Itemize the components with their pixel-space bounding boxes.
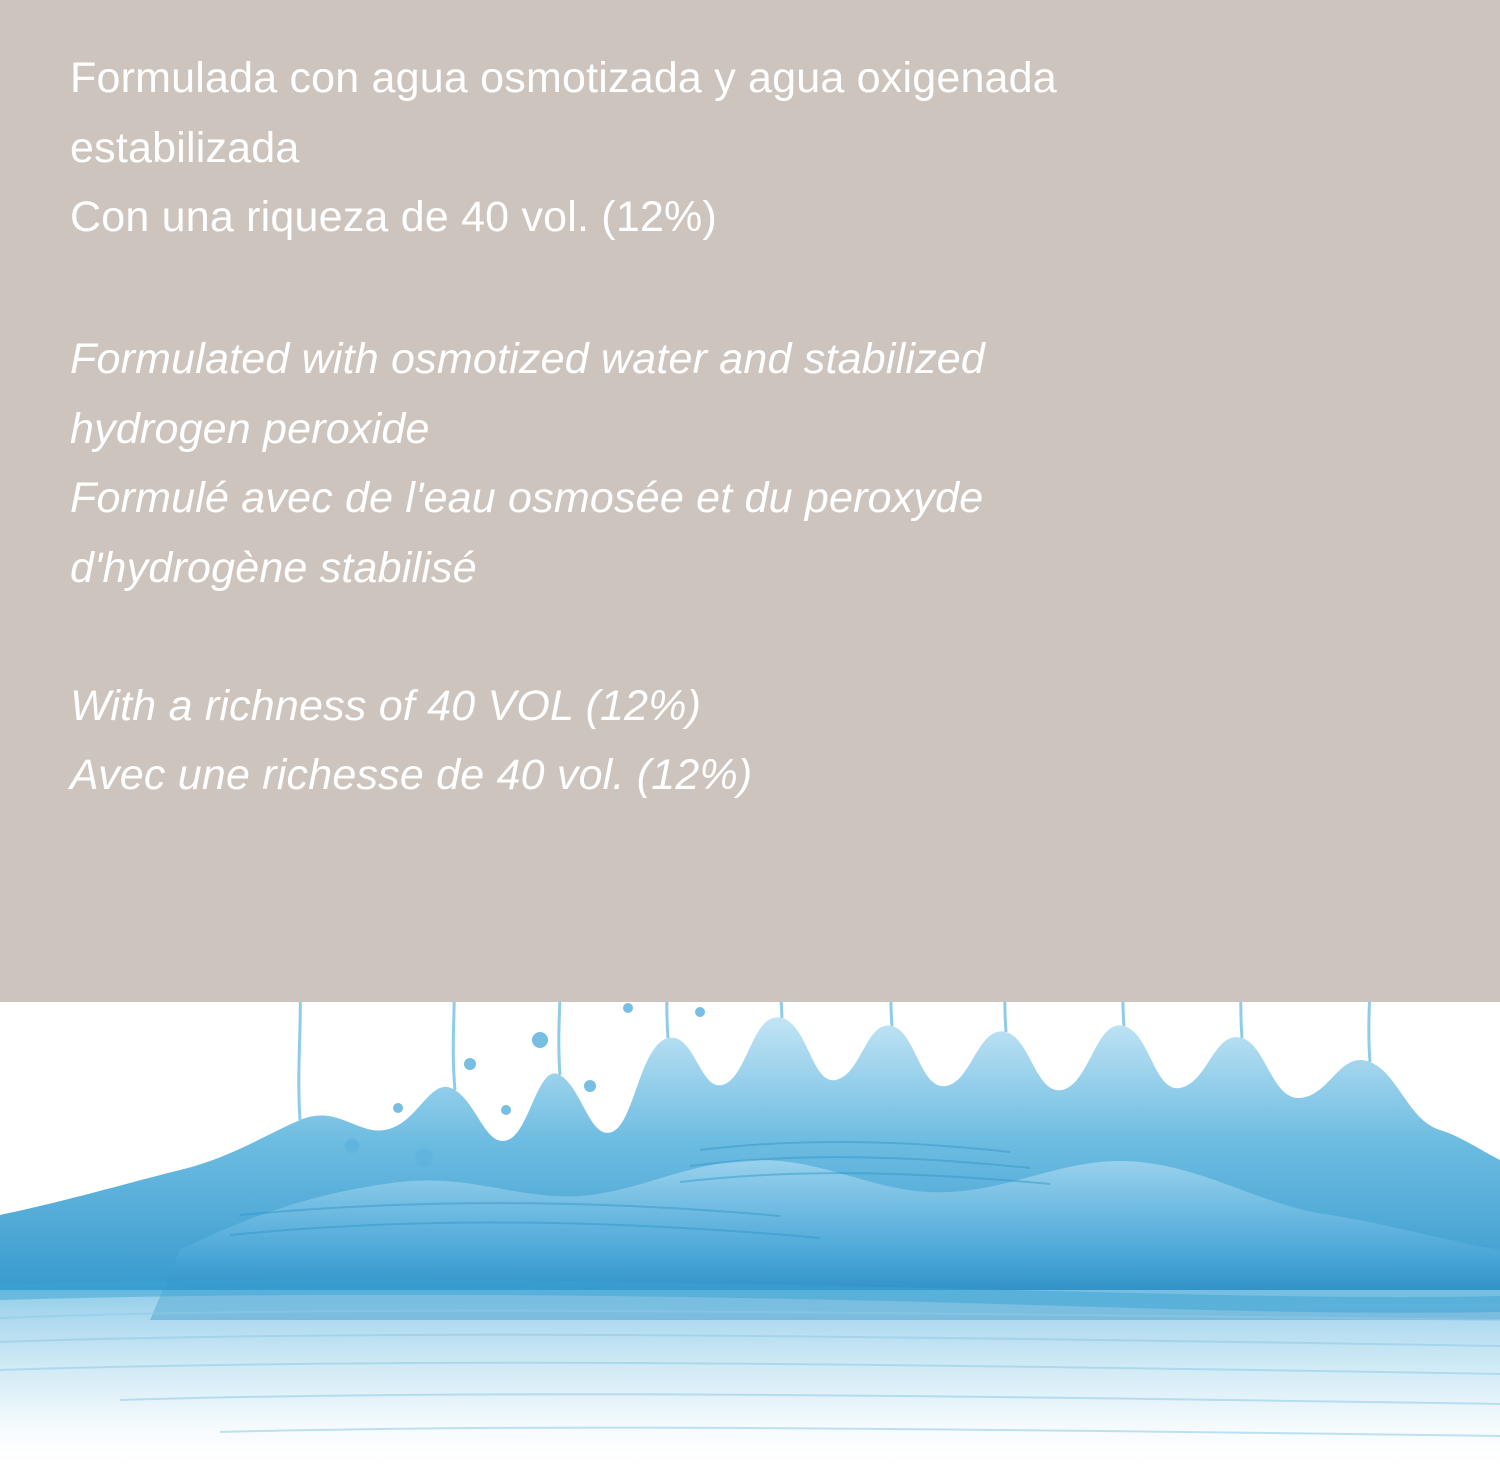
- french-line-1: Formulé avec de l'eau osmosée et du peroxyde: [70, 474, 984, 523]
- richness-copy-block: [70, 672, 1430, 811]
- spanish-copy-block: [70, 44, 1430, 253]
- english-copy-block: [70, 325, 1430, 464]
- spanish-line-2: estabilizada: [70, 123, 300, 172]
- spacer-2: [70, 604, 1430, 672]
- english-line-1: Formulated with osmotized water and stabilized: [70, 334, 986, 383]
- richness-french: Avec une richesse de 40 vol. (12%): [70, 751, 753, 800]
- richness-english: With a richness of 40 VOL (12%): [70, 681, 702, 730]
- spanish-line-3: Con una riqueza de 40 vol. (12%): [70, 193, 718, 242]
- english-line-2: hydrogen peroxide: [70, 404, 430, 453]
- spanish-line-1: Formulada con agua osmotizada y agua oxigenada: [70, 54, 1057, 102]
- french-line-2: d'hydrogène stabilisé: [70, 543, 477, 592]
- spacer-1: [70, 253, 1430, 325]
- french-copy-block: [70, 464, 1430, 603]
